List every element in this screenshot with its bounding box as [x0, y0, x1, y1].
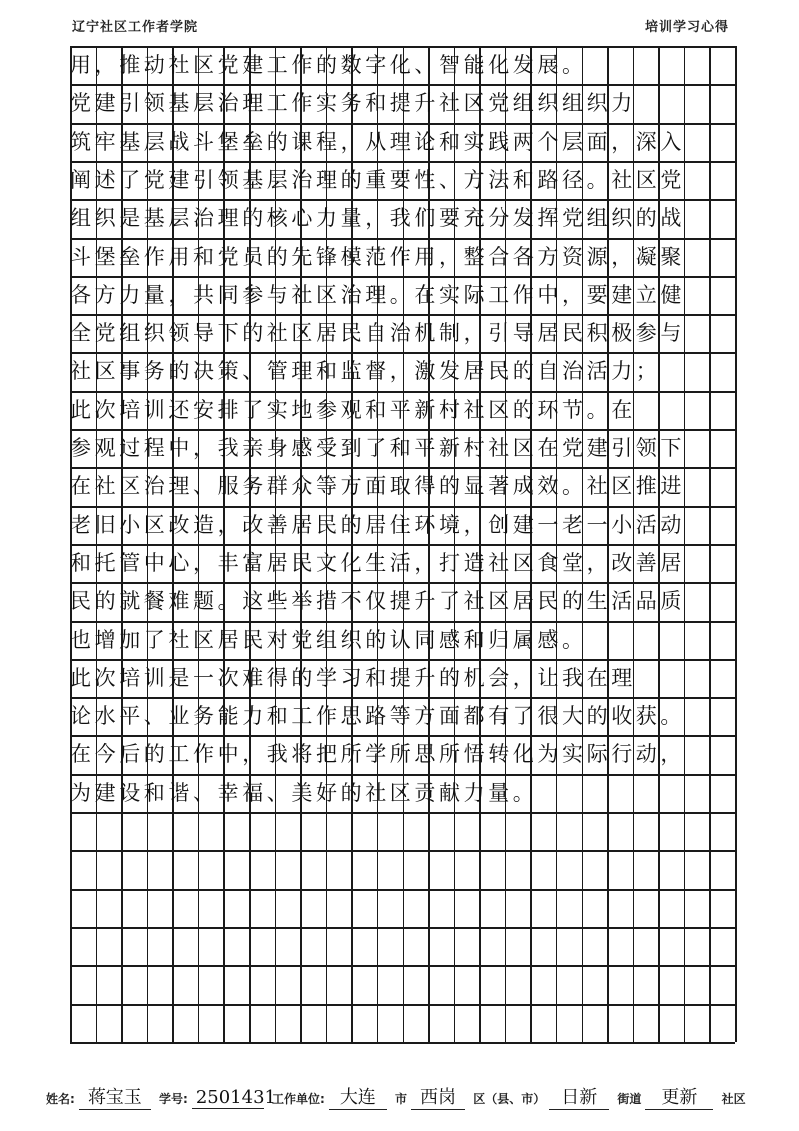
handwritten-line: 为建设和谐、幸福、美好的社区贡献力量。	[70, 780, 538, 805]
handwritten-line: 此次培训还安排了实地参观和平新村社区的环节。在	[70, 397, 636, 422]
city-value: 大连	[329, 1083, 387, 1110]
handwritten-line: 用，推动社区党建工作的数字化、智能化发展。	[70, 53, 587, 77]
community-value: 更新	[645, 1083, 713, 1110]
handwritten-line: 各方力量，共同参与社区治理。在实际工作中，要建立健	[70, 282, 685, 307]
grid-column-line	[735, 46, 737, 1042]
handwritten-line: 全党组织领导下的社区居民自治机制，引导居民积极参与	[70, 321, 685, 346]
header-school-name: 辽宁社区工作者学院	[72, 20, 199, 35]
handwritten-line	[70, 965, 735, 1004]
footer-info	[44, 1083, 744, 1110]
handwritten-line: 此次培训是一次难得的学习和提升的机会，让我在理	[70, 665, 636, 690]
handwritten-line: 组织是基层治理的核心力量，我们要充分发挥党组织的战	[70, 206, 685, 231]
unit-label: 工作单位:	[272, 1092, 325, 1106]
district-label: 区（县、市）	[473, 1092, 546, 1106]
handwritten-line: 筑牢基层战斗堡垒的课程，从理论和实践两个层面，深入	[70, 129, 685, 154]
street-label: 街道	[617, 1092, 642, 1106]
handwritten-line: 参观过程中，我亲身感受到了和平新村社区在党建引领下	[70, 436, 685, 460]
id-value: 2501431	[192, 1087, 264, 1109]
handwritten-line	[70, 889, 735, 928]
handwritten-line: 斗堡垒作用和党员的先锋模范作用，整合各方资源，凝聚	[70, 244, 685, 269]
handwritten-line: 老旧小区改造，改善居民的居住环境，创建一老一小活动	[70, 512, 685, 537]
handwritten-line: 和托管中心，丰富居民文化生活，打造社区食堂，改善居	[70, 550, 685, 575]
handwritten-line	[70, 850, 735, 889]
writing-grid	[70, 46, 735, 1042]
street-value: 日新	[549, 1083, 609, 1110]
header-document-type: 培训学习心得	[644, 20, 729, 35]
handwritten-line	[70, 1004, 735, 1043]
handwritten-line: 在社区治理、服务群众等方面取得的显著成效。社区推进	[70, 474, 685, 499]
district-value: 西岗	[411, 1083, 465, 1110]
community-label: 社区	[721, 1092, 746, 1106]
handwritten-line: 社区事务的决策、管理和监督，激发居民的自治活力；	[70, 359, 661, 384]
handwritten-line: 民的就餐难题。这些举措不仅提升了社区居民的生活品质	[70, 589, 685, 614]
handwritten-line: 党建引领基层治理工作实务和提升社区党组织组织力	[70, 91, 636, 116]
name-value: 蒋宝玉	[79, 1083, 151, 1110]
id-label: 学号:	[159, 1092, 188, 1106]
handwritten-line	[70, 927, 735, 966]
name-label: 姓名:	[46, 1092, 75, 1106]
handwritten-line: 在今后的工作中，我将把所学所思所悟转化为实际行动，	[70, 742, 685, 767]
handwritten-line	[70, 812, 735, 851]
handwritten-line: 阐述了党建引领基层治理的重要性、方法和路径。社区党	[70, 167, 685, 192]
handwritten-line: 论水平、业务能力和工作思路等方面都有了很大的收获。	[70, 704, 685, 729]
city-label: 市	[395, 1092, 408, 1106]
handwritten-line: 也增加了社区居民对党组织的认同感和归属感。	[70, 627, 587, 652]
